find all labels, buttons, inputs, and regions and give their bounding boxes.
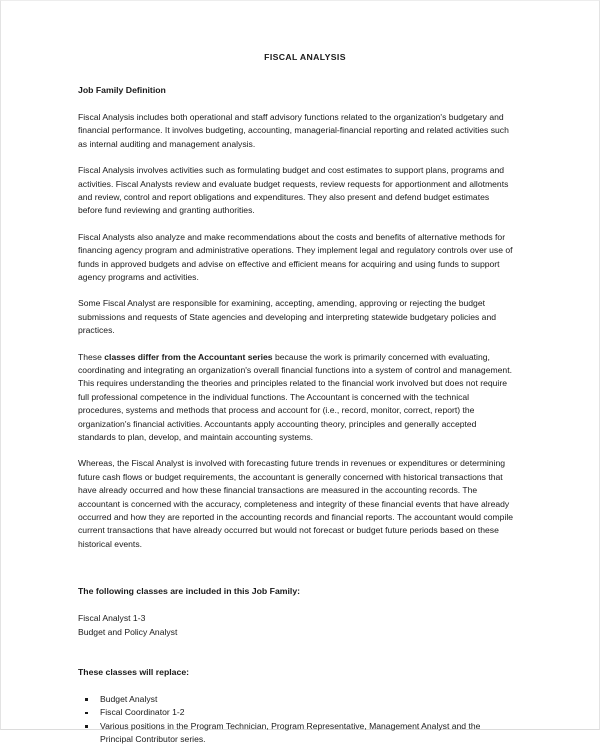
accountant-comparison-rest: because the work is primarily concerned with evaluating, coordinating and integrating an organization's overall financial functions into a system of control and management. This requires understanding the theories and principles related to the financial work involved but does not require full professional competence in the individual functions. The Accountant is concerned with the technical procedures, systems and methods that process and account for (i.e., record, monitor, correct, report) the organization's financial activities. Accountants apply accounting theory, principles and generally accepted standards to plan, develop, and maintain accounting systems. (78, 351, 512, 443)
accountant-comparison-emphasis: classes differ from the Accountant series (104, 351, 273, 362)
bullet-icon (85, 712, 88, 715)
document-content (78, 51, 514, 747)
spacer (78, 218, 514, 231)
list-item-label: Fiscal Coordinator 1-2 (100, 707, 185, 718)
list-item: Budget and Policy Analyst (78, 626, 178, 637)
document-title: FISCAL ANALYSIS (264, 52, 346, 62)
definition-paragraph-3: Fiscal Analysts also analyze and make recommendations about the costs and benefits of alternative methods for financing agency program and administrative operations. They implement legal and regulatory controls over use of funds in approved budgets and advise on effective and efficient means for acquiring and using funds to support agency programs and activities. (78, 231, 513, 282)
spacer (78, 151, 514, 164)
list-item (78, 720, 514, 747)
list-item-label: Various positions in the Program Technician, Program Representative, Management Analyst and the Principal Contributor series. (100, 720, 481, 745)
spacer (78, 679, 514, 693)
accountant-comparison-lead: These (78, 351, 105, 362)
spacer (78, 284, 514, 297)
spacer (78, 97, 514, 111)
replaced-classes-heading: These classes will replace: (78, 667, 190, 677)
definition-paragraph-1: Fiscal Analysis includes both operational and staff advisory functions related to the organization's budgetary and financial performance. It involves budgeting, accounting, managerial-financial reporting and related activities such as internal auditing and management analysis. (78, 111, 509, 149)
spacer (78, 551, 514, 585)
spacer (78, 639, 514, 666)
included-classes-heading: The following classes are included in this Job Family: (78, 586, 301, 597)
job-family-definition-heading: Job Family Definition (78, 85, 166, 95)
definition-paragraph-2: Fiscal Analysis involves activities such as formulating budget and cost estimates to support plans, programs and activities. Fiscal Analysts review and evaluate budget requests, review requests for apportionment and allotments and review, control and report obligations and expenditures. They also present and defend budget estimates before fund reviewing and granting authorities. (78, 165, 509, 216)
definition-paragraph-4: Some Fiscal Analyst are responsible for examining, accepting, amending, approving or rejecting the budget submissions and requests of State agencies and developing and interpreting statewide budgetary policies and practices. (78, 298, 497, 336)
spacer (78, 444, 514, 457)
included-classes-list (78, 612, 514, 639)
spacer (78, 338, 514, 351)
list-item (78, 693, 514, 706)
accountant-comparison-paragraph (78, 351, 514, 445)
list-item: Fiscal Analyst 1-3 (78, 613, 146, 624)
replaced-classes-list (78, 693, 514, 747)
spacer (78, 599, 514, 613)
list-item (78, 706, 514, 719)
list-item-label: Budget Analyst (100, 693, 158, 704)
whereas-paragraph: Whereas, the Fiscal Analyst is involved with forecasting future trends in revenues or expenditures or determining future cash flows or budget requirements, the accountant is generally concerned with historical transactions that have already occurred and how these financial transactions are measured in the accounting records. The accountant is concerned with the accuracy, completeness and integrity of these financial events that have already occurred and how they are reported in the accounting records and financial reports. The accountant would compile current transactions that have already occurred but would not forecast or budget future periods based on these historical events. (78, 458, 514, 549)
bullet-icon (85, 698, 88, 701)
bullet-icon (85, 725, 88, 728)
